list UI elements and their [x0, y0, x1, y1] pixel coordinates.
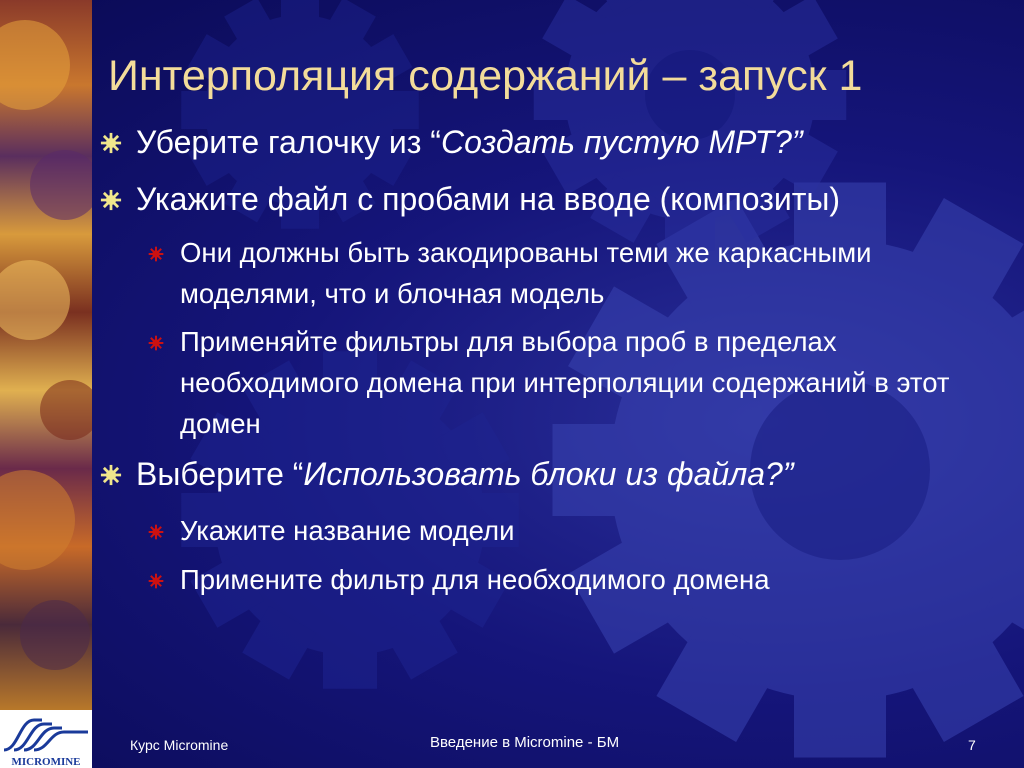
footer-title: Введение в Micromine - БМ [430, 734, 620, 751]
gear-bullet-icon [100, 132, 122, 154]
gear-bullet-icon [148, 524, 164, 540]
gear-bullet-icon [148, 246, 164, 262]
decorative-gear-image [0, 0, 92, 710]
gear-bullet-icon [148, 573, 164, 589]
sub-bullet-text: Они должны быть закодированы теми же каркасными моделями, что и блочная модель [180, 237, 872, 309]
gear-bullet-icon [100, 189, 122, 211]
gear-bullet-icon [100, 464, 122, 486]
micromine-logo [0, 710, 92, 768]
logo-wordmark: MICROMINE [11, 756, 81, 768]
sub-bullet-text: Укажите название модели [180, 515, 515, 546]
sub-bullet-text: Применяйте фильтры для выбора проб в пределах необходимого домена при интерполяции содержаний в этот домен [180, 326, 950, 439]
bullet-text: Выберите “ [136, 456, 304, 492]
sub-bullet-text: Примените фильтр для необходимого домена [180, 564, 770, 595]
bullet-text-italic: Создать пустую МРТ?” [440, 124, 803, 160]
slide-title: Интерполяция содержаний – запуск 1 [108, 52, 863, 100]
gear-bullet-icon [148, 335, 164, 351]
footer-course: Курс Micromine [130, 737, 229, 753]
bullet-text: Укажите файл с пробами на вводе (композиты) [136, 181, 841, 217]
bullet-text: Уберите галочку из “ [136, 124, 441, 160]
page-number: 7 [968, 737, 976, 753]
bullet-text-italic: Использовать блоки из файла?” [303, 456, 794, 492]
